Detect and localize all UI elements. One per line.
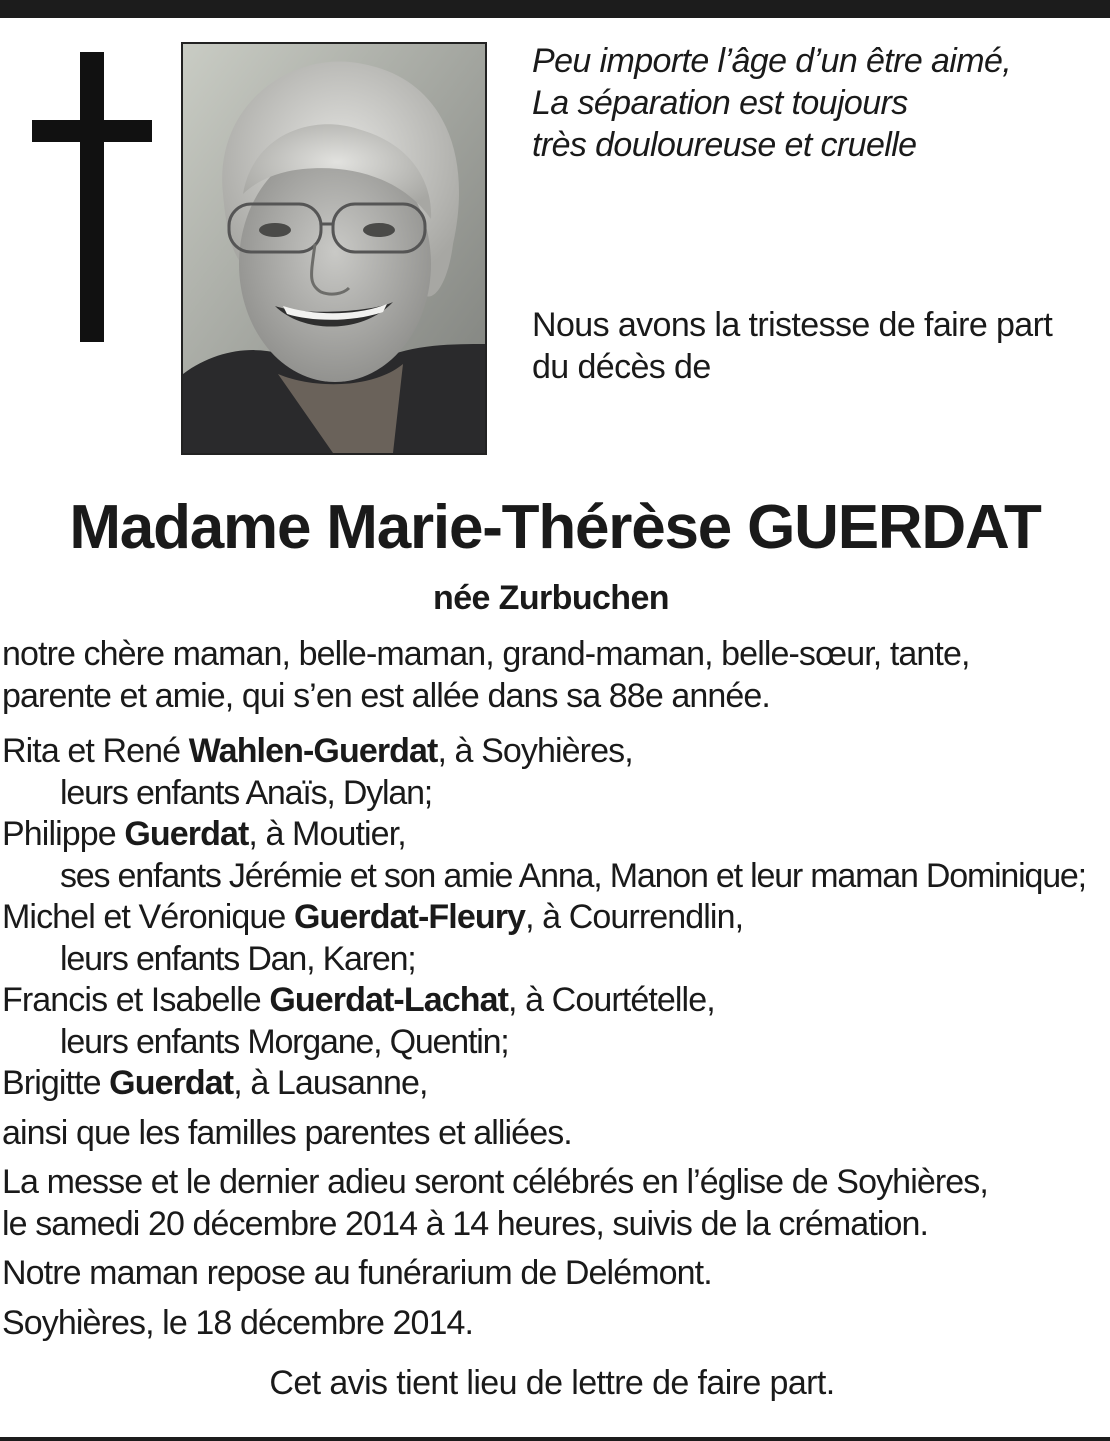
verse	[532, 40, 1011, 166]
bottom-rule	[0, 1437, 1110, 1441]
top-rule	[0, 0, 1110, 18]
family-post: , à Lausanne,	[233, 1064, 428, 1102]
description-line: parente et amie, qui s’en est allée dans sa 88e année.	[2, 676, 770, 715]
family-line	[2, 980, 1106, 1022]
family-post: , à Courtételle,	[508, 981, 715, 1019]
family-pre: Brigitte	[2, 1064, 110, 1102]
notice-body	[2, 634, 1106, 1344]
portrait-illustration	[183, 44, 485, 453]
portrait-photo	[181, 42, 487, 455]
verse-line: La séparation est toujours	[532, 84, 908, 122]
family-post: , à Moutier,	[248, 815, 406, 853]
rest-line: Notre maman repose au funérarium de Delémont.	[2, 1254, 712, 1292]
announcement-intro	[532, 304, 1052, 388]
family-surname: Wahlen-Guerdat	[188, 732, 438, 770]
intro-line: du décès de	[532, 348, 711, 386]
family-line	[2, 731, 1106, 773]
relatives-line: ainsi que les familles parentes et alliées.	[2, 1113, 572, 1152]
maiden-name: née Zurbuchen	[433, 579, 669, 617]
family-surname: Guerdat-Fleury	[293, 898, 526, 936]
ceremony-line: le samedi 20 décembre 2014 à 14 heures, suivis de la crémation.	[2, 1204, 929, 1243]
ceremony-line: La messe et le dernier adieu seront célébrés en l’église de Soyhières,	[2, 1163, 988, 1201]
family-surname: Guerdat	[124, 815, 249, 853]
family-line	[2, 814, 1106, 856]
description-line: notre chère maman, belle-maman, grand-maman, belle-sœur, tante,	[2, 635, 970, 673]
cross-horizontal-bar	[32, 120, 152, 142]
family-surname: Guerdat	[109, 1064, 234, 1102]
family-pre: Michel et Véronique	[2, 898, 294, 936]
family-children: leurs enfants Anaïs, Dylan;	[60, 773, 433, 812]
family-pre: Francis et Isabelle	[2, 981, 270, 1019]
deceased-name: Madame Marie-Thérèse GUERDAT	[69, 493, 1041, 562]
family-line	[2, 897, 1106, 939]
family-surname: Guerdat-Lachat	[269, 981, 509, 1019]
family-pre: Rita et René	[2, 732, 189, 770]
family-children: leurs enfants Dan, Karen;	[60, 939, 416, 978]
intro-line: Nous avons la tristesse de faire part	[532, 306, 1053, 344]
verse-line: Peu importe l’âge d’un être aimé,	[532, 42, 1012, 80]
family-pre: Philippe	[2, 815, 125, 853]
family-post: , à Soyhières,	[437, 732, 633, 770]
closing-note: Cet avis tient lieu de lettre de faire part.	[269, 1364, 835, 1402]
verse-line: très douloureuse et cruelle	[532, 126, 917, 164]
family-post: , à Courrendlin,	[525, 898, 744, 936]
place-date: Soyhières, le 18 décembre 2014.	[2, 1303, 474, 1342]
family-line	[2, 1063, 1106, 1105]
family-children: leurs enfants Morgane, Quentin;	[60, 1022, 509, 1061]
family-children: ses enfants Jérémie et son amie Anna, Manon et leur maman Dominique;	[60, 856, 1086, 895]
cross-vertical-bar	[80, 52, 104, 342]
